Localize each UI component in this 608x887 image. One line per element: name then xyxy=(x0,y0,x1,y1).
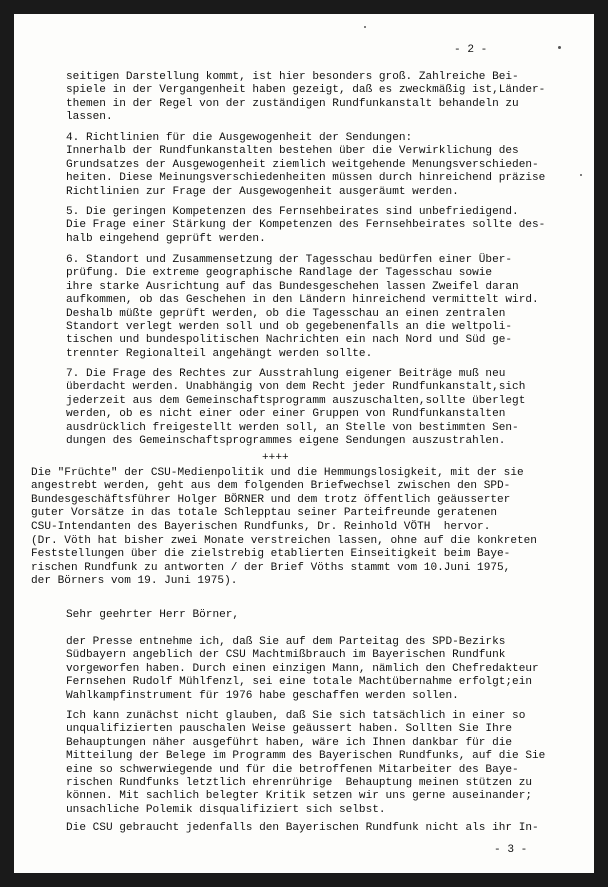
scan-speck xyxy=(364,26,366,28)
parenthetical-note: (Dr. Vöth hat bisher zwei Monate verstreichen lassen, ohne auf die konkreten Feststellungen über die zielstrebig etablierten Einseitigkeit beim Baye- rischen Rundfunk zu antworten / der Brief Vöths stammt vom 10.Juni 1975, der Börners vom 19. Juni 1975). xyxy=(31,535,537,588)
section-6-tagesschau: 6. Standort und Zusammensetzung der Tagesschau bedürfen einer Über- prüfung. Die extreme geographische Randlage der Tagesschau sowie ihre starke Ausrichtung auf das Bundesgeschehen lassen Zweifel daran aufkommen, ob das Geschehen in den Ländern hinreichend vermittelt wird. Deshalb müßte geprüft werden, ob die Tagesschau an einen zentralen Standort verlegt werden soll und ob gegebenenfalls an die weltpoli- tischen und bundespolitischen Nachrichten ein nach Nord und Süd ge- trennter Regionalteil angehängt werden sollte. xyxy=(66,254,539,360)
section-4-guidelines: 4. Richtlinien für die Ausgewogenheit der Sendungen: Innerhalb der Rundfunkanstalten bestehen über die Verwirklichung des Grundsatzes der Ausgewogenheit ziemlich weitgehende Menungsverschieden- heiten. Diese Meinungsverschiedenheiten müssen durch hinreichend präzise Richtlinien zur Frage der Ausgewogenheit ausgeräumt werden. xyxy=(66,132,546,198)
section-separator: ++++ xyxy=(262,452,289,464)
section-5-advisory-board: 5. Die geringen Kompetenzen des Fernsehbeirates sind unbefriedigend. Die Frage einer Stärkung der Kompetenzen des Fernsehbeirates sollte des- halb eingehend geprüft werden. xyxy=(66,206,546,245)
intro-paragraph: Die "Früchte" der CSU-Medienpolitik und die Hemmungslosigkeit, mit der sie angestrebt werden, geht aus dem folgenden Briefwechsel zwischen den SPD- Bundesgeschäftsführer Holger BÖRNER und dem trotz öffentlich geäusserter guter Vorsätze in das totale Schlepptau seiner Parteifreunde geratenen CSU-Intendanten des Bayerischen Rundfunks, Dr. Reinhold VÖTH hervor. xyxy=(31,467,524,533)
letter-paragraph-3: Die CSU gebraucht jedenfalls den Bayerischen Rundfunk nicht als ihr In- xyxy=(66,822,539,834)
section-7-broadcast-rights: 7. Die Frage des Rechtes zur Ausstrahlung eigener Beiträge muß neu überdacht werden. Unabhängig von dem Recht jeder Rundfunkanstalt,sich jederzeit aus dem Gemeinschaftsprogramm auszuschalten,sollte überlegt werden, ob es nicht einer oder einer Gruppen von Rundfunkanstalten ausdrücklich freigestellt werden soll, an Stelle von bestimmten Sen- dungen des Gemeinschaftsprogrammes eigene Sendungen auszustrahlen. xyxy=(66,368,526,448)
continuation-paragraph: seitigen Darstellung kommt, ist hier besonders groß. Zahlreiche Bei- spiele in der Vergangenheit haben gezeigt, daß es zweckmäßig ist,Länder- themen in der Regel von der zuständigen Rundfunkanstalt behandeln zu lassen. xyxy=(66,71,546,124)
letter-paragraph-1: der Presse entnehme ich, daß Sie auf dem Parteitag des SPD-Bezirks Südbayern angeblich der CSU Machtmißbrauch im Bayerischen Rundfunk vorgeworfen haben. Durch einen einzigen Mann, nämlich den Chefredakteur Fernsehen Rudolf Mühlfenzl, sei eine totale Machtübernahme erfolgt;ein Wahlkampfinstrument für 1976 habe geschaffen werden sollen. xyxy=(66,636,539,702)
document-page xyxy=(14,14,594,873)
letter-salutation: Sehr geehrter Herr Börner, xyxy=(66,609,240,621)
page-number-footer: - 3 - xyxy=(494,844,528,856)
page-number-header: - 2 - xyxy=(454,44,488,56)
letter-paragraph-2: Ich kann zunächst nicht glauben, daß Sie sich tatsächlich in einer so unqualifizierten pauschalen Weise geäussert haben. Sollten Sie Ihre Behauptungen näher ausgeführt haben, wäre ich Ihnen dankbar für die Mitteilung der Belege im Programm des Bayerischen Rundfunks, auf die Sie eine so schwerwiegende und für die betroffenen Mitarbeiter des Baye- rischen Rundfunks letztlich ehrenrührige Behauptung meinen stützen zu können. Mit sachlich belegter Kritik setzen wir uns gerne auseinander; unsachliche Polemik disqualifiziert sich selbst. xyxy=(66,710,546,816)
scan-speck xyxy=(558,46,561,49)
scan-speck xyxy=(580,174,582,176)
